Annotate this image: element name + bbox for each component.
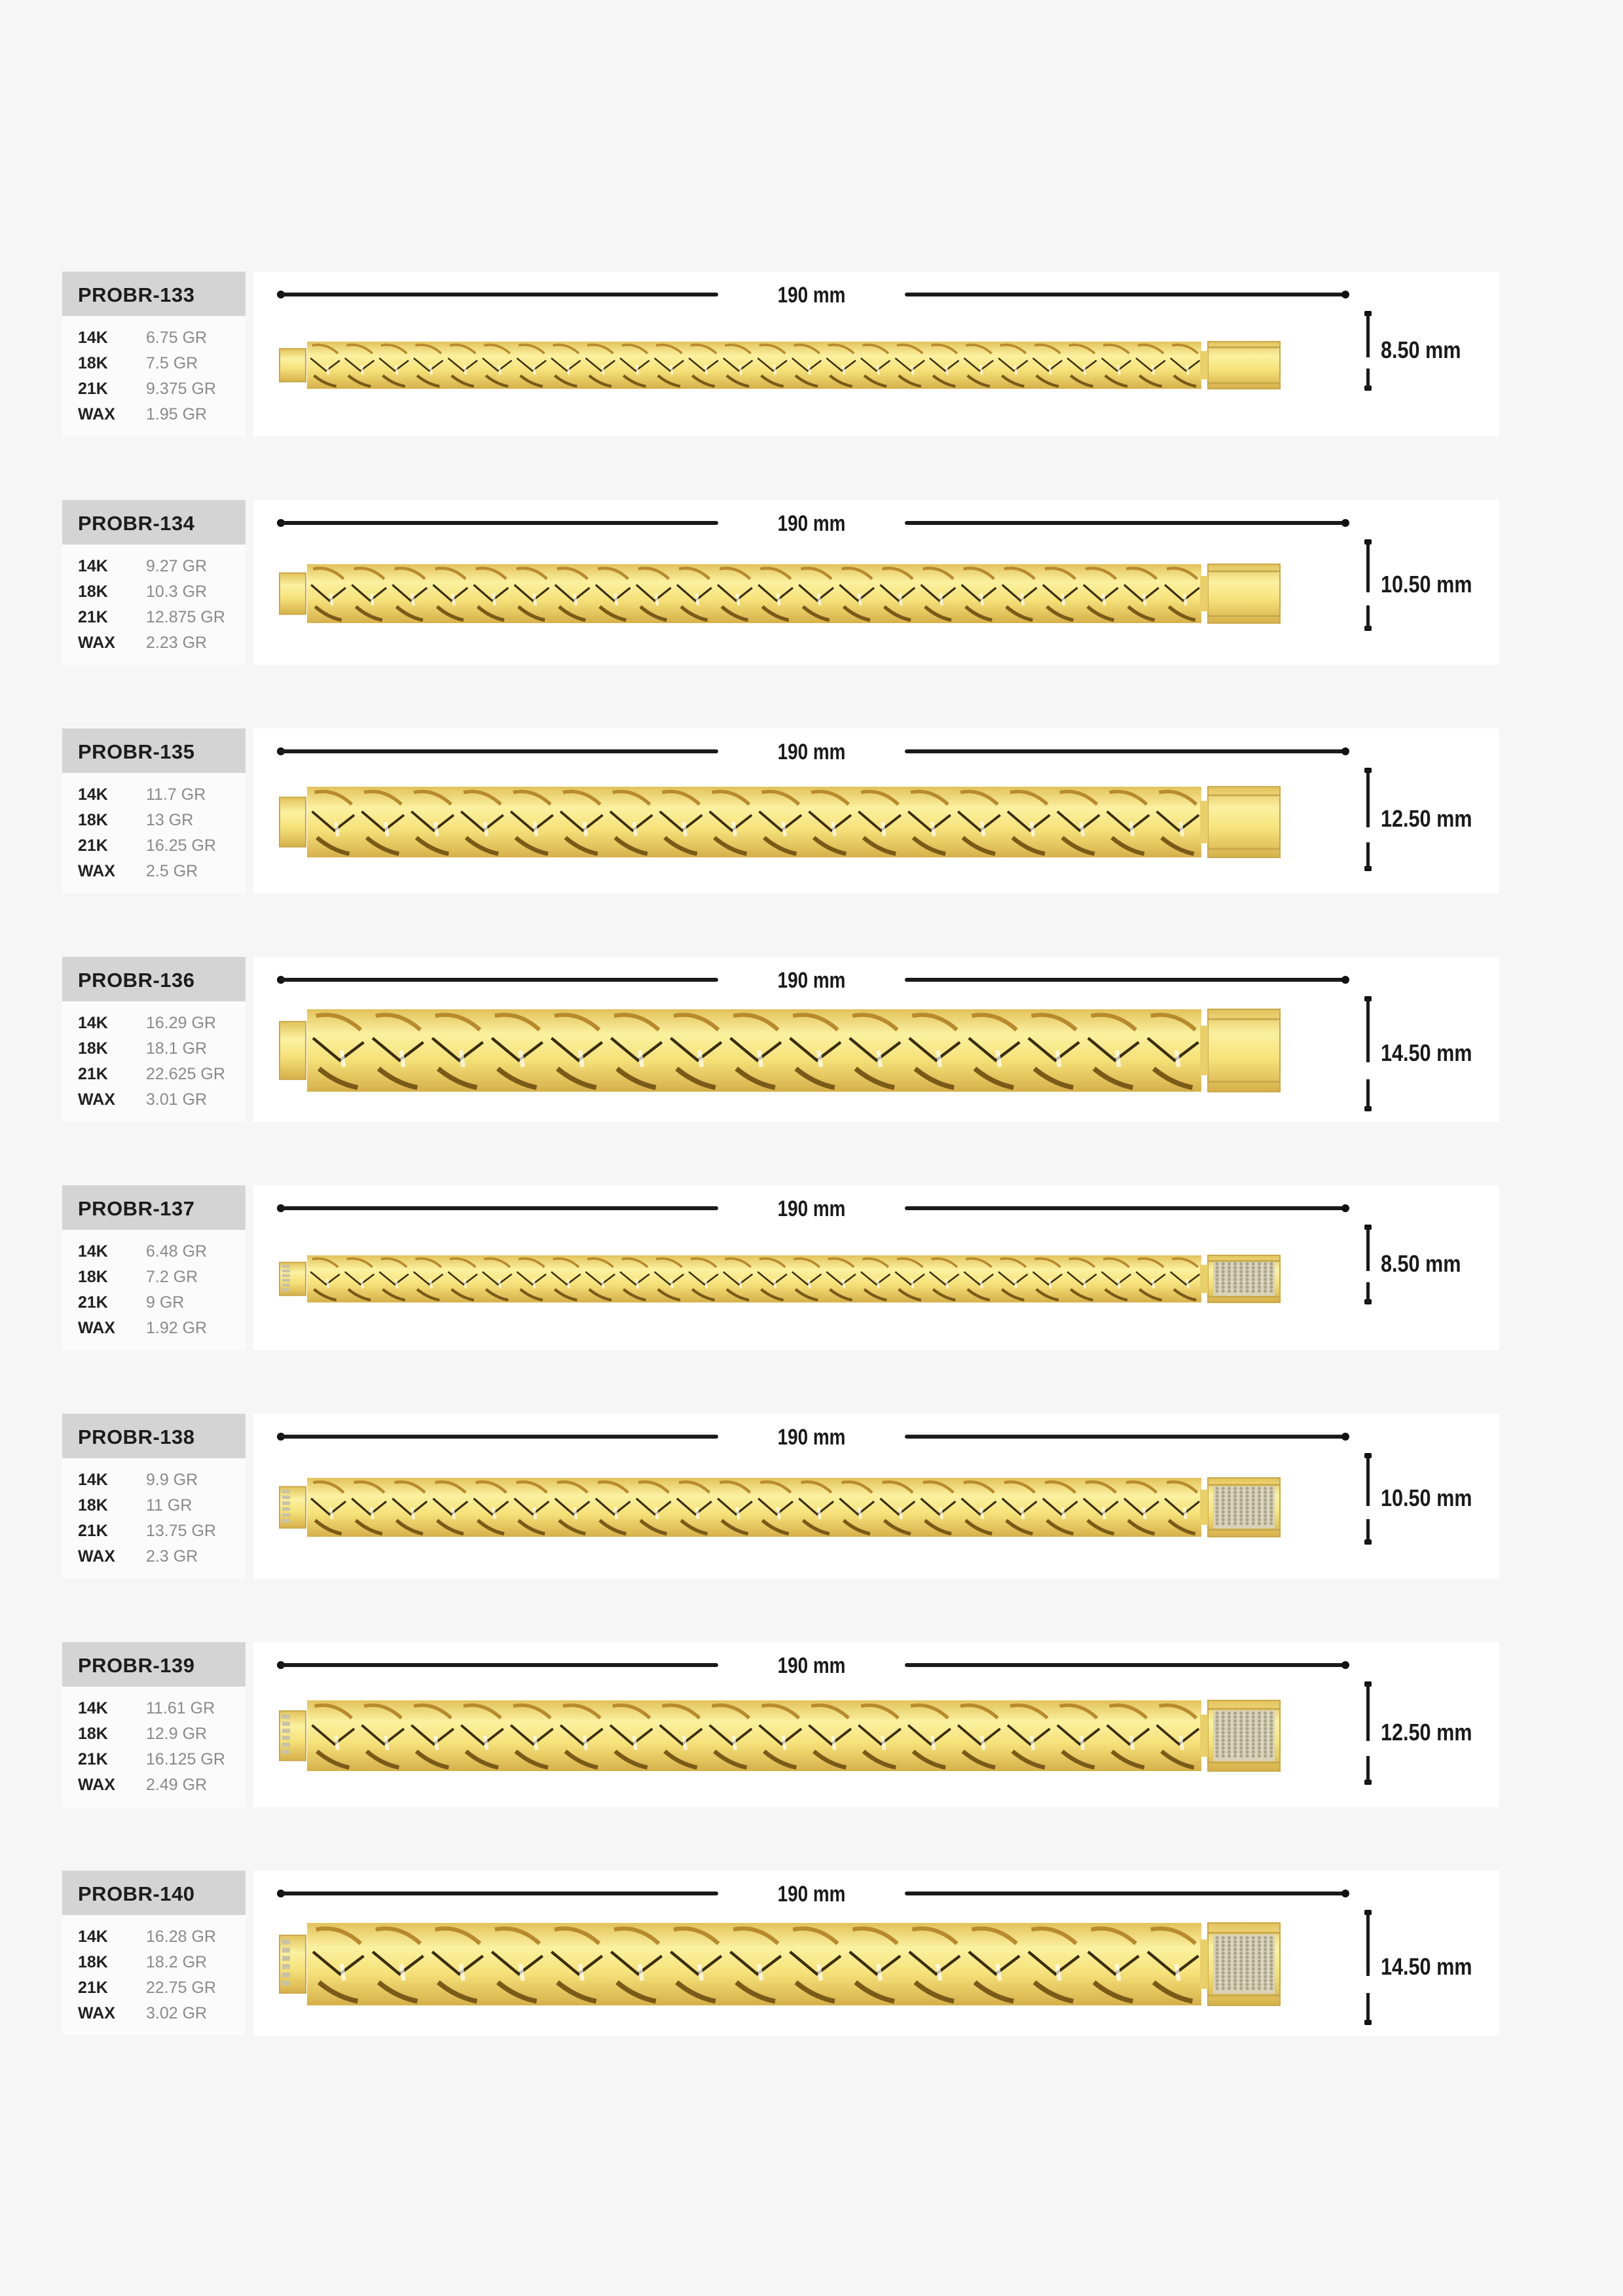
karat-label: 21K <box>78 608 108 626</box>
karat-label: WAX <box>78 634 115 652</box>
karat-label: WAX <box>78 405 115 423</box>
karat-label: WAX <box>78 1547 115 1566</box>
karat-label: 18K <box>78 583 108 601</box>
width-label: 14.50 mm <box>1381 1953 1472 1980</box>
product-code-header <box>62 1185 246 1230</box>
karat-label: 18K <box>78 1953 108 1971</box>
weight-value: 9 GR <box>146 1293 185 1312</box>
product-code-header <box>62 272 246 316</box>
length-label: 190 mm <box>777 1425 846 1450</box>
cuban-chain-bracelet-image <box>278 780 1300 864</box>
weight-value: 11.7 GR <box>146 785 206 804</box>
karat-label: 14K <box>78 785 108 804</box>
length-label: 190 mm <box>777 1653 846 1678</box>
length-dimension <box>280 511 1347 535</box>
weight-value: 13.75 GR <box>146 1522 217 1540</box>
weight-spec-row <box>78 859 216 884</box>
weight-spec-row <box>78 630 225 656</box>
dimension-line <box>1366 1912 1370 1976</box>
length-dimension <box>280 968 1347 992</box>
product-code: PROBR-133 <box>78 283 195 306</box>
product-row-probr-140 <box>62 1871 1499 2036</box>
weight-value: 9.9 GR <box>146 1471 198 1489</box>
dimension-line <box>1366 1079 1370 1109</box>
weight-value: 2.3 GR <box>146 1547 198 1566</box>
length-dimension <box>280 283 1347 306</box>
product-code: PROBR-137 <box>78 1197 195 1220</box>
cuban-chain-bracelet-image <box>278 335 1300 395</box>
dimension-line <box>1366 770 1370 827</box>
karat-label: 21K <box>78 1293 108 1312</box>
dimension-endpoint-icon <box>1341 1661 1349 1669</box>
product-row-probr-135 <box>62 728 1499 893</box>
weight-value: 22.625 GR <box>146 1065 225 1083</box>
dimension-line <box>280 1435 718 1439</box>
weight-spec-row <box>78 1062 225 1087</box>
product-image-panel <box>253 1414 1499 1579</box>
karat-label: 21K <box>78 380 108 398</box>
dimension-line <box>280 1206 718 1210</box>
karat-label: 14K <box>78 329 108 347</box>
dimension-line <box>905 1435 1347 1439</box>
length-dimension <box>280 1653 1347 1677</box>
karat-label: 14K <box>78 1242 108 1261</box>
product-code-header <box>62 500 246 545</box>
dimension-line <box>905 749 1347 753</box>
length-label: 190 mm <box>777 511 846 536</box>
product-image-panel <box>253 957 1499 1122</box>
product-info-panel <box>62 1642 246 1807</box>
dimension-line <box>905 1206 1347 1210</box>
weight-value: 9.375 GR <box>146 380 217 398</box>
weight-spec-row <box>78 833 216 859</box>
weight-value: 2.49 GR <box>146 1776 208 1794</box>
dimension-line <box>905 293 1347 296</box>
length-label: 190 mm <box>777 740 846 764</box>
weight-spec-row <box>78 554 225 579</box>
karat-label: 21K <box>78 1979 108 1997</box>
length-dimension <box>280 1196 1347 1220</box>
product-code-header <box>62 1871 246 1915</box>
weight-value: 18.2 GR <box>146 1953 208 1971</box>
dimension-line <box>1366 1456 1370 1506</box>
karat-label: WAX <box>78 862 115 880</box>
weight-value: 12.9 GR <box>146 1725 208 1743</box>
weight-spec-list <box>78 1467 216 1570</box>
product-code-header <box>62 728 246 773</box>
weight-value: 16.28 GR <box>146 1928 217 1946</box>
width-label: 14.50 mm <box>1381 1039 1472 1066</box>
weight-value: 3.01 GR <box>146 1090 208 1109</box>
product-code: PROBR-135 <box>78 740 195 763</box>
dimension-line <box>905 1663 1347 1667</box>
width-label: 8.50 mm <box>1381 1250 1461 1277</box>
weight-value: 7.5 GR <box>146 354 198 372</box>
weight-spec-row <box>78 1493 216 1518</box>
weight-value: 1.92 GR <box>146 1319 208 1337</box>
length-dimension <box>280 740 1347 763</box>
karat-label: 21K <box>78 1750 108 1768</box>
product-info-panel <box>62 1871 246 2036</box>
product-code: PROBR-138 <box>78 1426 195 1448</box>
product-code-header <box>62 957 246 1001</box>
karat-label: WAX <box>78 2004 115 2022</box>
weight-spec-list <box>78 1011 225 1113</box>
weight-value: 22.75 GR <box>146 1979 217 1997</box>
weight-spec-row <box>78 1772 225 1798</box>
dimension-line <box>1366 1519 1370 1543</box>
product-row-probr-138 <box>62 1414 1499 1579</box>
dimension-line <box>280 1663 718 1667</box>
karat-label: 21K <box>78 836 108 855</box>
weight-value: 2.23 GR <box>146 634 208 652</box>
weight-spec-row <box>78 1036 225 1062</box>
weight-spec-list <box>78 1239 207 1341</box>
length-label: 190 mm <box>777 1882 846 1907</box>
karat-label: 21K <box>78 1065 108 1083</box>
weight-spec-row <box>78 1011 225 1036</box>
product-row-probr-133 <box>62 272 1499 437</box>
weight-spec-row <box>78 782 216 808</box>
weight-value: 10.3 GR <box>146 583 208 601</box>
product-row-probr-134 <box>62 500 1499 665</box>
dimension-line <box>1366 314 1370 357</box>
width-label: 12.50 mm <box>1381 1719 1472 1746</box>
width-label: 12.50 mm <box>1381 805 1472 832</box>
weight-spec-list <box>78 782 216 884</box>
weight-spec-row <box>78 2001 216 2026</box>
dimension-line <box>905 521 1347 525</box>
width-label: 10.50 mm <box>1381 571 1472 598</box>
dimension-endpoint-icon <box>1341 1890 1349 1897</box>
weight-value: 3.02 GR <box>146 2004 208 2022</box>
product-info-panel <box>62 728 246 893</box>
dimension-endpoint-icon <box>1341 519 1349 527</box>
weight-value: 16.29 GR <box>146 1014 217 1032</box>
product-info-panel <box>62 1414 246 1579</box>
weight-spec-row <box>78 1924 216 1950</box>
dimension-endpoint-icon <box>1341 747 1349 755</box>
weight-spec-row <box>78 579 225 605</box>
weight-spec-row <box>78 1087 225 1113</box>
weight-value: 6.48 GR <box>146 1242 208 1261</box>
weight-spec-row <box>78 325 216 351</box>
product-row-probr-139 <box>62 1642 1499 1807</box>
dimension-line <box>1366 999 1370 1062</box>
karat-label: 14K <box>78 1928 108 1946</box>
product-code: PROBR-134 <box>78 512 195 535</box>
dimension-endpoint-icon <box>1341 291 1349 298</box>
length-dimension <box>280 1425 1347 1448</box>
product-info-panel <box>62 1185 246 1350</box>
karat-label: WAX <box>78 1776 115 1794</box>
cuban-chain-bracelet-image <box>278 1471 1300 1543</box>
karat-label: 18K <box>78 1496 108 1515</box>
product-row-probr-136 <box>62 957 1499 1122</box>
dimension-line <box>1366 1993 1370 2023</box>
dimension-line <box>280 978 718 982</box>
karat-label: 14K <box>78 1471 108 1489</box>
dimension-endpoint-icon <box>1341 1204 1349 1212</box>
weight-value: 13 GR <box>146 811 194 829</box>
product-image-panel <box>253 272 1499 437</box>
weight-spec-row <box>78 1518 216 1544</box>
karat-label: 21K <box>78 1522 108 1540</box>
weight-spec-row <box>78 1239 207 1265</box>
cuban-chain-bracelet-image <box>278 1916 1300 2012</box>
product-code: PROBR-136 <box>78 969 195 992</box>
product-image-panel <box>253 1871 1499 2036</box>
weight-spec-row <box>78 1721 225 1747</box>
cuban-chain-bracelet-image <box>278 558 1300 630</box>
weight-spec-row <box>78 1544 216 1570</box>
weight-spec-row <box>78 1950 216 1975</box>
product-info-panel <box>62 500 246 665</box>
weight-spec-row <box>78 402 216 427</box>
weight-value: 12.875 GR <box>146 608 225 626</box>
karat-label: 18K <box>78 1268 108 1286</box>
length-label: 190 mm <box>777 968 846 993</box>
dimension-line <box>1366 1282 1370 1303</box>
weight-spec-list <box>78 325 216 427</box>
cuban-chain-bracelet-image <box>278 1249 1300 1309</box>
weight-value: 18.1 GR <box>146 1039 208 1058</box>
dimension-endpoint-icon <box>1341 1433 1349 1441</box>
dimension-line <box>1366 542 1370 592</box>
product-image-panel <box>253 500 1499 665</box>
dimension-line <box>280 1892 718 1895</box>
weight-spec-row <box>78 1290 207 1316</box>
weight-spec-list <box>78 1696 225 1798</box>
weight-spec-list <box>78 554 225 656</box>
weight-value: 16.25 GR <box>146 836 217 855</box>
product-image-panel <box>253 728 1499 893</box>
dimension-line <box>1366 1756 1370 1783</box>
weight-value: 11.61 GR <box>146 1699 215 1717</box>
karat-label: 14K <box>78 557 108 575</box>
dimension-line <box>280 749 718 753</box>
dimension-line <box>1366 1227 1370 1271</box>
weight-spec-row <box>78 1975 216 2001</box>
length-dimension <box>280 1882 1347 1905</box>
weight-spec-row <box>78 808 216 833</box>
weight-spec-row <box>78 376 216 402</box>
karat-label: WAX <box>78 1090 115 1109</box>
weight-value: 9.27 GR <box>146 557 208 575</box>
weight-value: 7.2 GR <box>146 1268 198 1286</box>
dimension-line <box>905 978 1347 982</box>
length-label: 190 mm <box>777 1196 846 1221</box>
weight-spec-row <box>78 1467 216 1493</box>
weight-spec-row <box>78 605 225 630</box>
dimension-line <box>905 1892 1347 1895</box>
weight-value: 6.75 GR <box>146 329 208 347</box>
product-code-header <box>62 1414 246 1458</box>
weight-spec-row <box>78 1316 207 1341</box>
weight-spec-row <box>78 1265 207 1290</box>
dimension-line <box>1366 842 1370 869</box>
weight-value: 1.95 GR <box>146 405 208 423</box>
cuban-chain-bracelet-image <box>278 1003 1300 1098</box>
karat-label: 18K <box>78 1039 108 1058</box>
karat-label: 18K <box>78 811 108 829</box>
karat-label: 14K <box>78 1014 108 1032</box>
width-label: 10.50 mm <box>1381 1484 1472 1511</box>
cuban-chain-bracelet-image <box>278 1694 1300 1778</box>
karat-label: 18K <box>78 354 108 372</box>
product-code-header <box>62 1642 246 1687</box>
width-label: 8.50 mm <box>1381 336 1461 363</box>
product-code: PROBR-140 <box>78 1882 195 1905</box>
product-image-panel <box>253 1642 1499 1807</box>
product-code: PROBR-139 <box>78 1654 195 1677</box>
product-info-panel <box>62 272 246 437</box>
product-info-panel <box>62 957 246 1122</box>
dimension-line <box>1366 605 1370 629</box>
weight-value: 2.5 GR <box>146 862 198 880</box>
dimension-line <box>280 293 718 296</box>
weight-value: 16.125 GR <box>146 1750 225 1768</box>
dimension-line <box>280 521 718 525</box>
karat-label: 14K <box>78 1699 108 1717</box>
dimension-endpoint-icon <box>1341 976 1349 984</box>
weight-spec-list <box>78 1924 216 2026</box>
weight-spec-row <box>78 1696 225 1721</box>
dimension-line <box>1366 368 1370 389</box>
weight-spec-row <box>78 351 216 376</box>
karat-label: WAX <box>78 1319 115 1337</box>
dimension-line <box>1366 1684 1370 1741</box>
product-row-probr-137 <box>62 1185 1499 1350</box>
weight-spec-row <box>78 1747 225 1772</box>
karat-label: 18K <box>78 1725 108 1743</box>
product-image-panel <box>253 1185 1499 1350</box>
weight-value: 11 GR <box>146 1496 192 1515</box>
length-label: 190 mm <box>777 283 846 308</box>
